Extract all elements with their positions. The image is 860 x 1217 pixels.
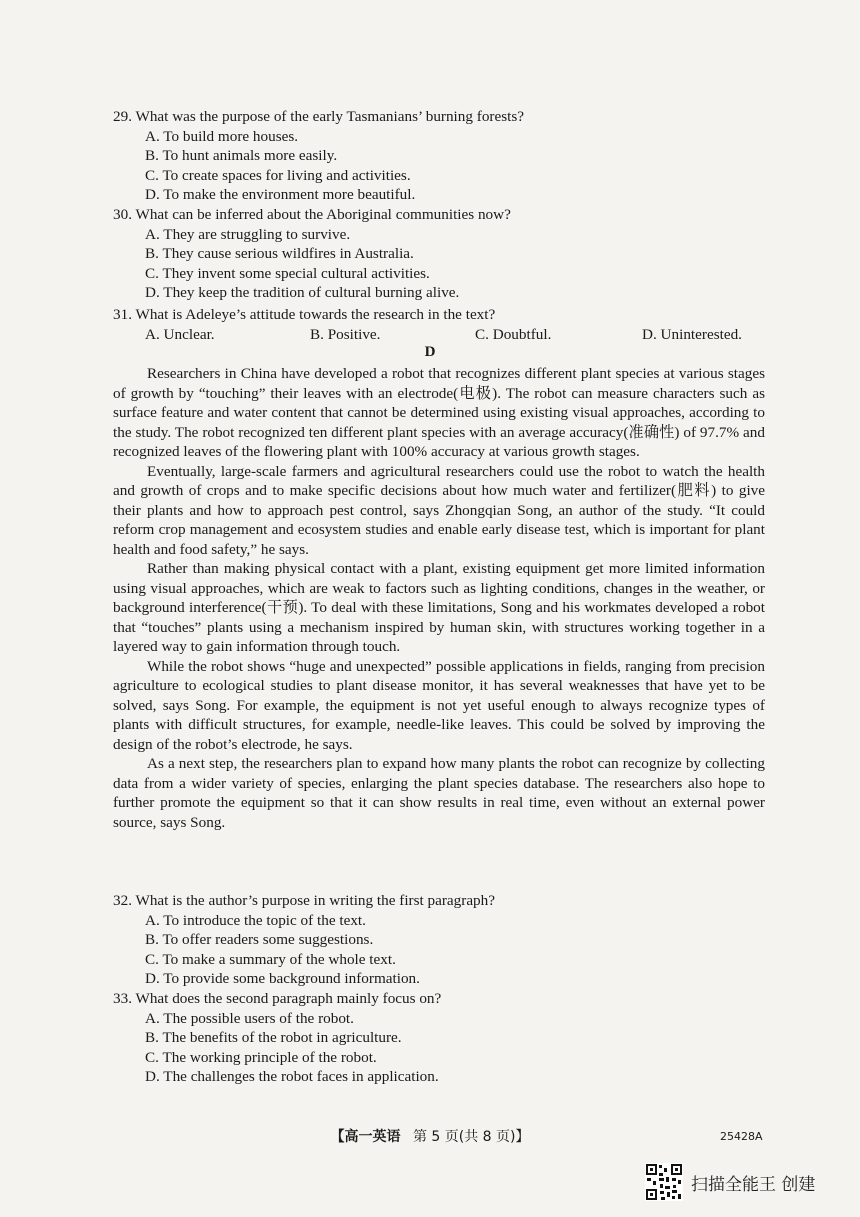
question-stem: 33. What does the second paragraph mainly focus on? [113, 990, 442, 1007]
option-b: B. To hunt animals more easily. [145, 147, 338, 165]
option-a: A. To build more houses. [145, 127, 299, 145]
qr-code-icon [645, 1163, 683, 1201]
option-a: A. They are struggling to survive. [145, 225, 351, 243]
option-b: B. To offer readers some suggestions. [145, 931, 374, 949]
option-row [113, 325, 763, 345]
option-c: C. To make a summary of the whole text. [145, 950, 396, 968]
question-32 [113, 891, 773, 989]
option-a: A. To introduce the topic of the text. [145, 911, 366, 929]
option-d: D. To make the environment more beautiful. [145, 186, 416, 204]
question-stem: 31. What is Adeleye’s attitude towards the research in the text? [113, 306, 496, 323]
paragraph-1: Researchers in China have developed a robot that recognizes different plant species at various stages of growth by “touching” their leaves with an electrode(电极). The robot can measure characters such as surface feature and water content that cannot be determined using existing visual approaches, according to the study. The robot recognized ten different plant species with an average accuracy(准确性) of 97.7% and recognized leaves of the flowering plant with 100% accuracy at various growth stages. [113, 365, 765, 460]
option-a: A. The possible users of the robot. [145, 1009, 354, 1027]
footer-label: 【高一英语 [330, 1129, 401, 1145]
option-c: C. The working principle of the robot. [145, 1048, 377, 1066]
option-c: C. Doubtful. [475, 325, 552, 343]
option-a: A. Unclear. [145, 325, 215, 343]
option-b: B. They cause serious wildfires in Australia. [145, 245, 414, 263]
page-footer [280, 1126, 580, 1146]
paper-code: 25428A [720, 1130, 763, 1143]
question-stem: 30. What can be inferred about the Aboriginal communities now? [113, 206, 511, 223]
option-d: D. To provide some background information. [145, 970, 420, 988]
question-stem: 32. What is the author’s purpose in writing the first paragraph? [113, 892, 495, 909]
option-c: C. To create spaces for living and activities. [145, 166, 411, 184]
paragraph-5: As a next step, the researchers plan to expand how many plants the robot can recognize by collecting data from a wider variety of species, enlarging the plant species database. The researchers also hope to further promote the equipment so that it can show results in real time, even without an external power source, says Song. [113, 755, 765, 831]
question-33 [113, 989, 773, 1087]
option-c: C. They invent some special cultural activities. [145, 264, 430, 282]
section-letter: D [424, 344, 436, 360]
option-d: D. The challenges the robot faces in application. [145, 1068, 439, 1086]
paragraph-4: While the robot shows “huge and unexpected” possible applications in fields, ranging from precision agriculture to ecological studies to plant disease monitor, it has several weaknesses that have yet to be solved, says Song. For example, the equipment is not yet useful enough to always recognize types of plants with difficult structures, for example, needle-like leaves. This could be solved by improving the design of the robot’s electrode, he says. [113, 657, 765, 753]
footer-page-number: 第 5 页(共 8 页)】 [412, 1129, 530, 1145]
paragraph-3: Rather than making physical contact with a plant, existing equipment get more limited information using visual approaches, which are weak to factors such as lighting conditions, changes in the weather, or background interference(干预). To deal with these limitations, Song and his workmates developed a robot that “touches” plants using a mechanism inspired by human skin, with structures working together in a layered way to gain information through touch. [113, 560, 765, 655]
question-31 [113, 305, 763, 344]
paragraph-2: Eventually, large-scale farmers and agricultural researchers could use the robot to watch the health and growth of crops and to make specific decisions about how much water and fertilizer(肥料) to give their plants and how to approach pest control, says Zhongqian Song, an author of the study. “It could reform crop management and ecosystem studies and enable early disease test, which is important for plant health and food safety,” he says. [113, 462, 765, 558]
question-29 [113, 107, 773, 205]
question-30 [113, 205, 773, 303]
option-d: D. Uninterested. [642, 325, 742, 343]
option-b: B. Positive. [310, 325, 381, 343]
option-d: D. They keep the tradition of cultural burning alive. [145, 284, 460, 302]
reading-passage [113, 364, 765, 832]
option-b: B. The benefits of the robot in agriculture. [145, 1029, 402, 1047]
question-stem: 29. What was the purpose of the early Tasmanians’ burning forests? [113, 108, 524, 125]
scanner-watermark: 扫描全能王 创建 [691, 1175, 816, 1195]
